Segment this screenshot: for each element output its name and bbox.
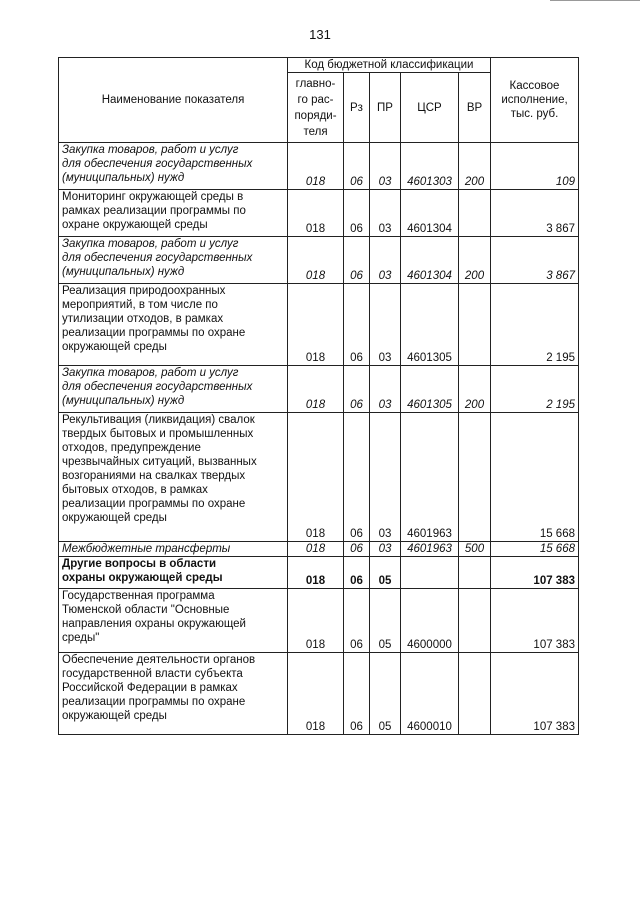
table-row	[59, 284, 579, 366]
row-name: Мониторинг окружающей среды в рамках реализации программы по охране окружающей среды	[59, 190, 288, 237]
row-amount: 15 668	[491, 542, 579, 557]
row-vr	[459, 589, 491, 653]
row-rz: 06	[344, 190, 370, 237]
row-name: Межбюджетные трансферты	[59, 542, 288, 557]
budget-table	[58, 57, 579, 735]
row-csr: 4601963	[401, 413, 459, 542]
table-row	[59, 366, 579, 413]
row-gr: 018	[288, 653, 344, 735]
row-pr: 03	[370, 542, 401, 557]
table-row	[59, 542, 579, 557]
row-csr: 4601304	[401, 237, 459, 284]
row-name: Обеспечение деятельности органов государственной власти субъекта Российской Федерации в рамках реализации программы по охране окружающей среды	[59, 653, 288, 735]
row-amount: 2 195	[491, 284, 579, 366]
header-rz: Рз	[344, 73, 370, 143]
row-pr: 03	[370, 237, 401, 284]
header-vr: ВР	[459, 73, 491, 143]
header-csr: ЦСР	[401, 73, 459, 143]
row-vr: 200	[459, 237, 491, 284]
header-amount	[491, 58, 579, 143]
row-csr	[401, 557, 459, 589]
row-vr	[459, 190, 491, 237]
row-rz: 06	[344, 143, 370, 190]
table-row	[59, 143, 579, 190]
table-row	[59, 190, 579, 237]
header-amount-text: Кассовое исполнение, тыс. руб.	[501, 80, 568, 120]
table-row	[59, 653, 579, 735]
row-gr: 018	[288, 542, 344, 557]
row-rz: 06	[344, 366, 370, 413]
row-gr: 018	[288, 190, 344, 237]
row-vr: 200	[459, 143, 491, 190]
row-pr: 03	[370, 284, 401, 366]
row-csr: 4601304	[401, 190, 459, 237]
row-gr: 018	[288, 284, 344, 366]
header-budget-code: Код бюджетной классификации	[288, 58, 491, 73]
row-amount: 15 668	[491, 413, 579, 542]
header-name	[59, 58, 288, 143]
row-amount: 109	[491, 143, 579, 190]
header-row-1	[59, 58, 579, 73]
row-amount: 107 383	[491, 589, 579, 653]
row-rz: 06	[344, 589, 370, 653]
row-name: Реализация природоохранных мероприятий, в том числе по утилизации отходов, в рамках реализации программы по охране окружающей среды	[59, 284, 288, 366]
row-gr: 018	[288, 589, 344, 653]
row-pr: 03	[370, 190, 401, 237]
row-vr: 200	[459, 366, 491, 413]
row-name: Рекультивация (ликвидация) свалок твердых бытовых и промышленных отходов, предупреждение чрезвычайных ситуаций, вызванных возгораниями на свалках твердых бытовых отходов, в рамках реализации программы по охране окружающей среды	[59, 413, 288, 542]
row-vr	[459, 557, 491, 589]
row-csr: 4600000	[401, 589, 459, 653]
table-row	[59, 237, 579, 284]
header-main-manager	[288, 73, 344, 143]
row-pr: 03	[370, 143, 401, 190]
row-name: Закупка товаров, работ и услуг для обеспечения государственных (муниципальных) нужд	[59, 143, 288, 190]
header-name-text: Наименование показателя	[101, 94, 245, 106]
row-rz: 06	[344, 542, 370, 557]
row-rz: 06	[344, 413, 370, 542]
row-csr: 4601963	[401, 542, 459, 557]
row-rz: 06	[344, 237, 370, 284]
row-pr: 05	[370, 589, 401, 653]
table-row	[59, 589, 579, 653]
header-main-manager-text: главно- го рас- поряди- теля	[294, 77, 337, 138]
row-name: Закупка товаров, работ и услуг для обеспечения государственных (муниципальных) нужд	[59, 237, 288, 284]
row-vr	[459, 413, 491, 542]
row-gr: 018	[288, 237, 344, 284]
row-pr: 05	[370, 653, 401, 735]
row-amount: 2 195	[491, 366, 579, 413]
row-amount: 3 867	[491, 237, 579, 284]
row-csr: 4601303	[401, 143, 459, 190]
row-gr: 018	[288, 557, 344, 589]
row-vr	[459, 653, 491, 735]
row-name: Закупка товаров, работ и услуг для обеспечения государственных (муниципальных) нужд	[59, 366, 288, 413]
row-csr: 4601305	[401, 366, 459, 413]
row-rz: 06	[344, 653, 370, 735]
row-pr: 03	[370, 366, 401, 413]
row-gr: 018	[288, 413, 344, 542]
header-pr: ПР	[370, 73, 401, 143]
row-pr: 05	[370, 557, 401, 589]
top-edge-mark	[550, 0, 640, 4]
table-row	[59, 557, 579, 589]
row-name: Государственная программа Тюменской области "Основные направления охраны окружающей среды"	[59, 589, 288, 653]
table-row	[59, 413, 579, 542]
row-csr: 4601305	[401, 284, 459, 366]
row-amount: 107 383	[491, 557, 579, 589]
row-rz: 06	[344, 557, 370, 589]
row-csr: 4600010	[401, 653, 459, 735]
row-amount: 107 383	[491, 653, 579, 735]
row-vr	[459, 284, 491, 366]
row-gr: 018	[288, 366, 344, 413]
row-rz: 06	[344, 284, 370, 366]
row-name: Другие вопросы в области охраны окружающей среды	[59, 557, 288, 589]
row-pr: 03	[370, 413, 401, 542]
row-gr: 018	[288, 143, 344, 190]
row-amount: 3 867	[491, 190, 579, 237]
row-vr: 500	[459, 542, 491, 557]
page-number: 131	[309, 27, 331, 42]
